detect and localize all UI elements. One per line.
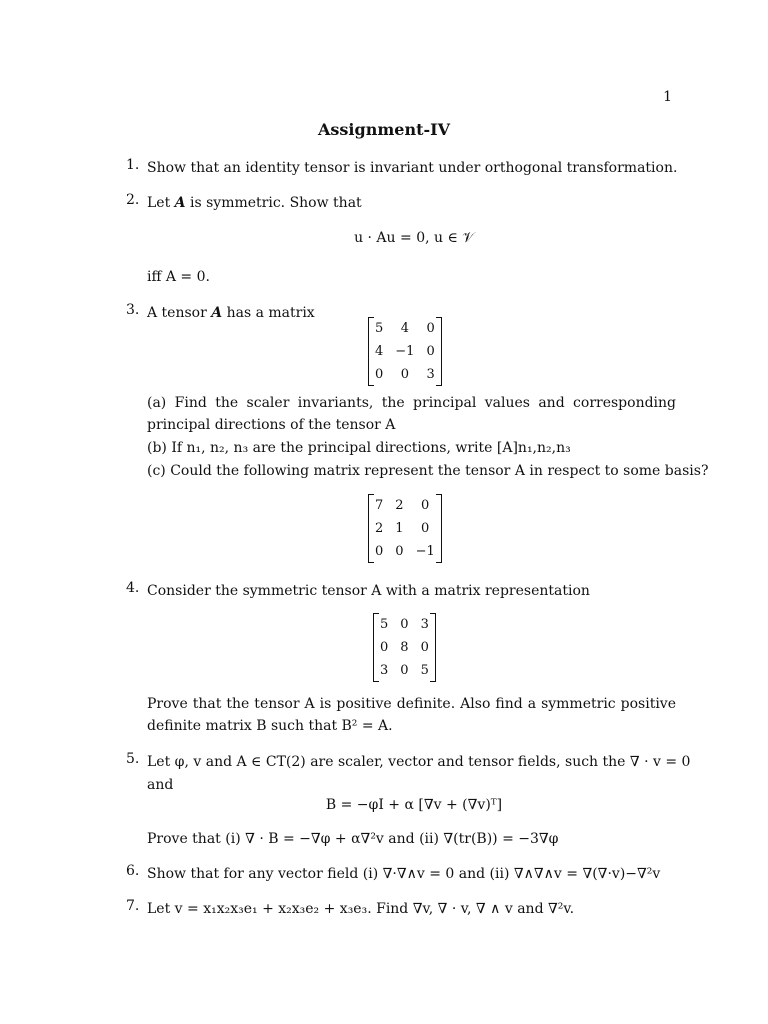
matrix-3	[373, 613, 436, 682]
matrix-cell: 0	[421, 521, 430, 536]
question-text: Let v = x₁x₂x₃e₁ + x₂x₃e₂ + x₃e₃. Find ∇v, ∇ · v, ∇ ∧ v and ∇²v.	[147, 901, 575, 917]
matrix-cell: −1	[395, 344, 415, 359]
matrix-cell: 0	[400, 663, 409, 678]
matrix-1	[368, 317, 442, 386]
tensor-symbol: A	[211, 305, 223, 321]
prove-text: Prove that the tensor A is positive definite. Also find a symmetric positive definite matrix B such that B² = A.	[147, 696, 676, 734]
assignment-title: Assignment-IV	[318, 120, 450, 139]
question-number: 7.	[126, 898, 140, 914]
and-text: and	[147, 777, 174, 793]
question-text: Let φ, v and A ∈ CT(2) are scaler, vector and tensor fields, such the ∇ · v = 0	[147, 754, 691, 770]
question-number: 2.	[126, 192, 140, 208]
matrix-cell: 0	[400, 617, 409, 632]
part-b-text: (b) If n₁, n₂, n₃ are the principal directions, write [A]n₁,n₂,n₃	[147, 440, 571, 456]
question-text: Show that for any vector field (i) ∇·∇∧v = 0 and (ii) ∇∧∇∧v = ∇(∇·v)−∇²v	[147, 866, 661, 882]
matrix-2	[368, 494, 442, 563]
matrix-cell: −1	[415, 544, 435, 559]
matrix-cell: 0	[400, 367, 409, 382]
matrix-cell: 7	[375, 498, 384, 513]
matrix-cell: 0	[395, 544, 404, 559]
matrix-cell: 0	[375, 544, 384, 559]
text-segment: A tensor	[147, 305, 207, 321]
matrix-cell: 4	[400, 321, 409, 336]
tensor-symbol: A	[174, 195, 186, 211]
question-number: 4.	[126, 580, 140, 596]
equation: u · Au = 0, u ∈ 𝒱	[354, 230, 474, 246]
part-a-text: (a) Find the scaler invariants, the principal values and corresponding principal directions of the tensor A	[147, 395, 676, 433]
matrix-cell: 2	[375, 521, 384, 536]
part-c-text: (c) Could the following matrix represent the tensor A in respect to some basis?	[147, 463, 709, 479]
matrix-cell: 2	[395, 498, 404, 513]
matrix-cell: 0	[420, 640, 429, 655]
question-text	[147, 192, 362, 214]
matrix-cell: 5	[375, 321, 384, 336]
matrix-cell: 5	[380, 617, 389, 632]
matrix-cell: 1	[395, 521, 404, 536]
matrix-cell: 0	[375, 367, 384, 382]
matrix-cell: 0	[426, 321, 435, 336]
matrix-cell: 3	[426, 367, 435, 382]
page-number: 1	[663, 89, 672, 105]
text-segment: Let	[147, 195, 171, 211]
question-text: Consider the symmetric tensor A with a matrix representation	[147, 583, 590, 599]
question-number: 1.	[126, 157, 140, 173]
question-number: 5.	[126, 751, 140, 767]
matrix-cell: 0	[426, 344, 435, 359]
prove-text: Prove that (i) ∇ · B = −∇φ + α∇²v and (ii) ∇(tr(B)) = −3∇φ	[147, 831, 559, 847]
matrix-cell: 0	[421, 498, 430, 513]
question-text	[147, 302, 315, 324]
matrix-cell: 0	[380, 640, 389, 655]
text-segment: has a matrix	[226, 305, 315, 321]
condition-text: iff A = 0.	[147, 269, 210, 285]
matrix-cell: 3	[380, 663, 389, 678]
question-number: 3.	[126, 302, 140, 318]
equation: B = −φI + α [∇v + (∇v)ᵀ]	[325, 797, 503, 813]
matrix-cell: 4	[375, 344, 384, 359]
text-segment: is symmetric. Show that	[190, 195, 362, 211]
matrix-cell: 5	[420, 663, 429, 678]
question-number: 6.	[126, 863, 140, 879]
matrix-cell: 8	[400, 640, 409, 655]
matrix-cell: 3	[420, 617, 429, 632]
question-text: Show that an identity tensor is invariant under orthogonal transformation.	[147, 160, 678, 176]
